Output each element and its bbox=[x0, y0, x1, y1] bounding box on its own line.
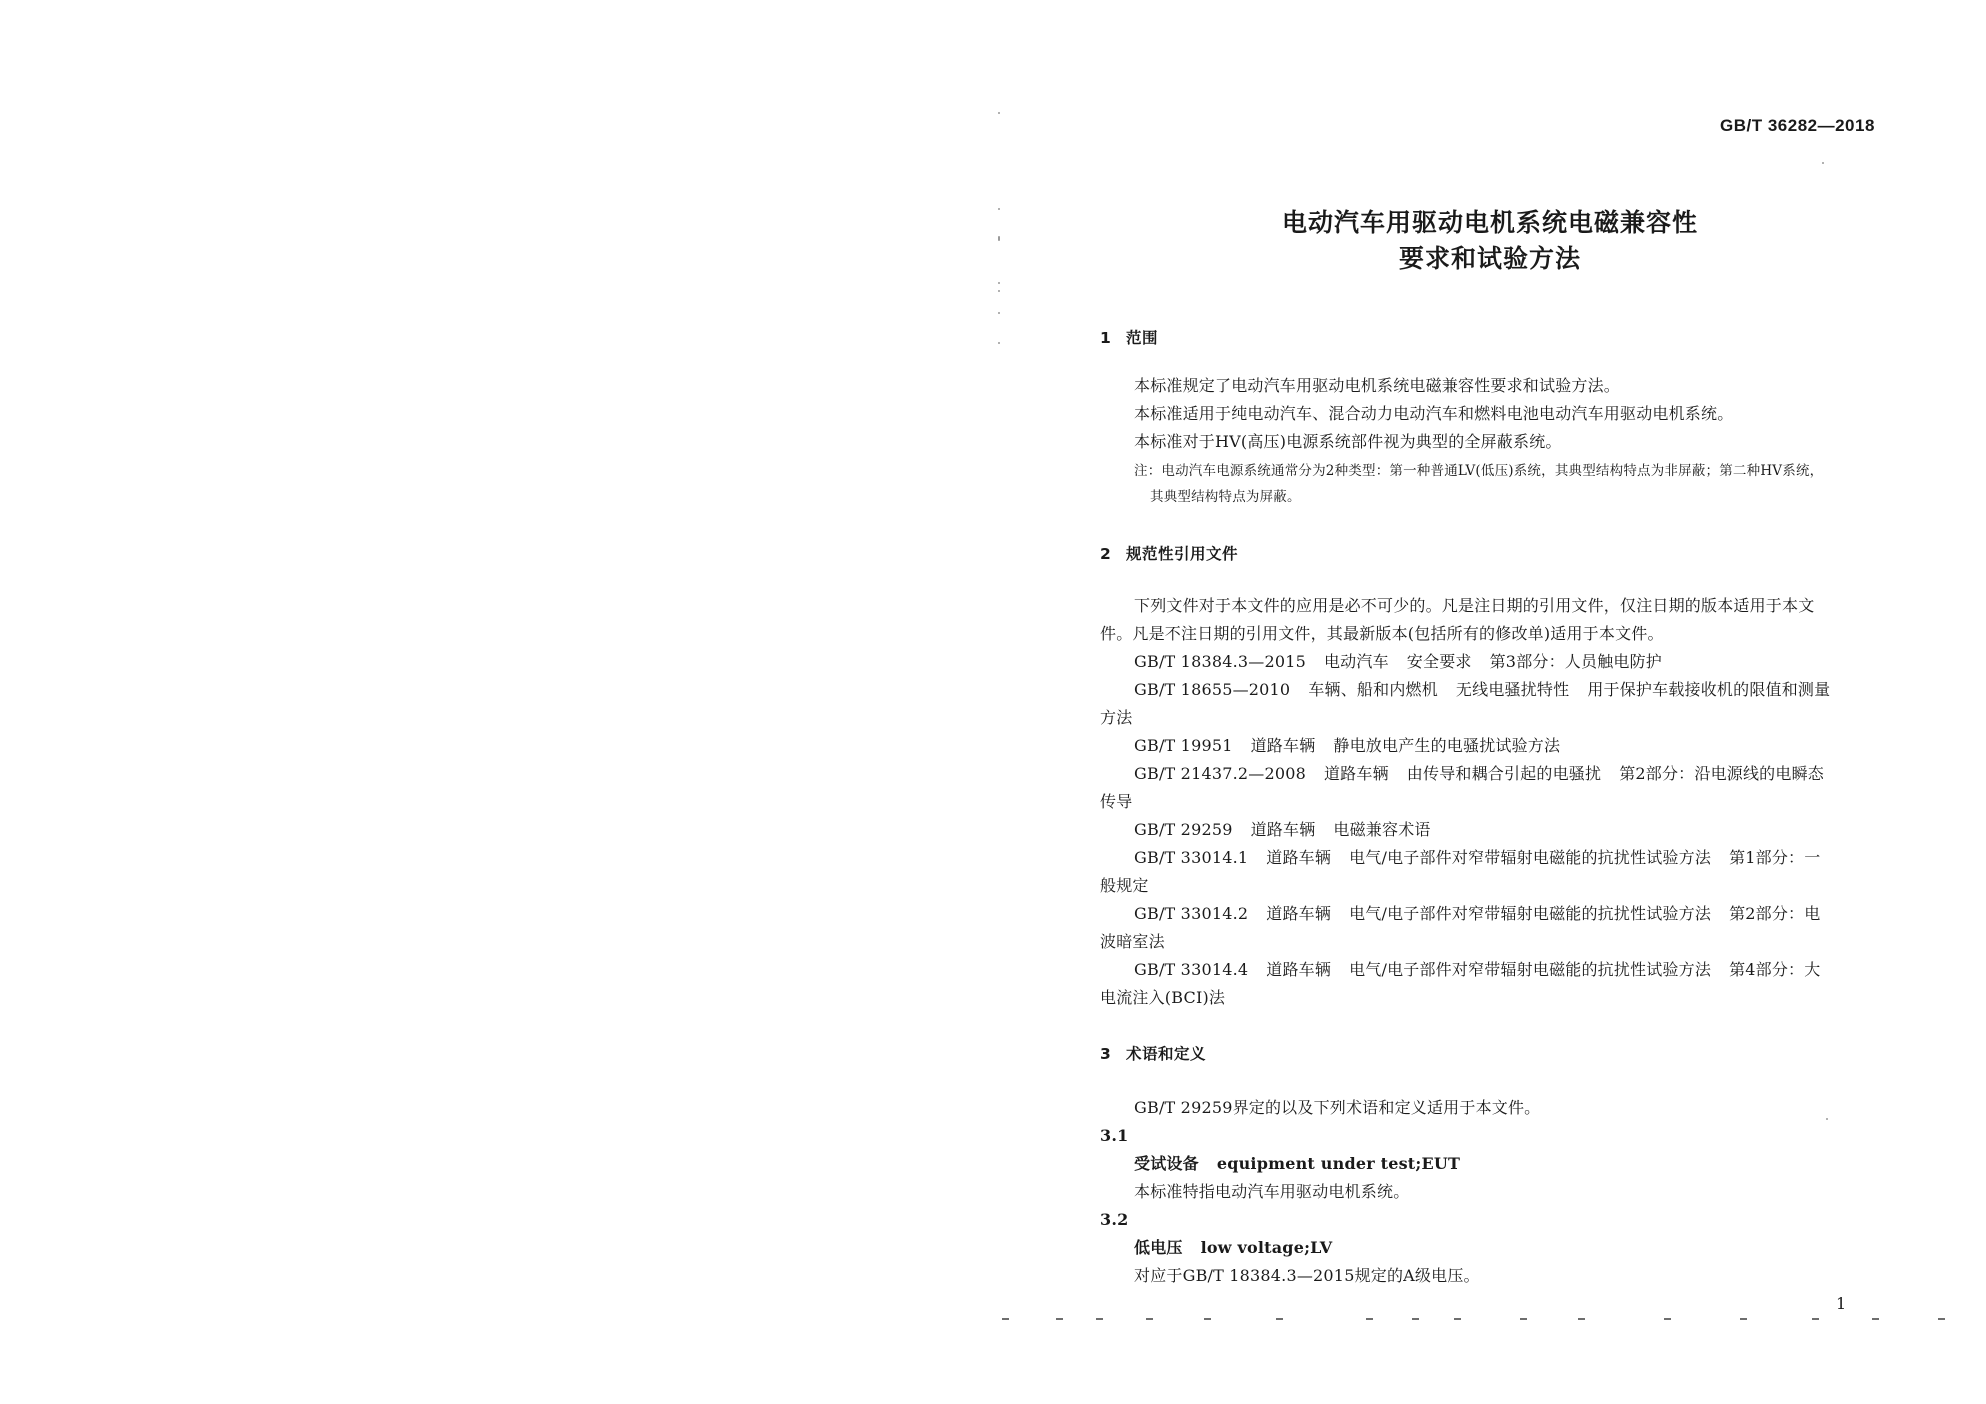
term-entry bbox=[1134, 1234, 1332, 1262]
scan-dash bbox=[1812, 1318, 1819, 1320]
reference-code: GB/T 19951 bbox=[1134, 736, 1233, 755]
reference-title-part: 第1部分：一 bbox=[1729, 848, 1821, 867]
scan-dash bbox=[1454, 1318, 1461, 1320]
term-entry bbox=[1134, 1150, 1460, 1178]
reference-title-part: 电气/电子部件对窄带辐射电磁能的抗扰性试验方法 bbox=[1349, 904, 1712, 923]
section-3-heading bbox=[1100, 1042, 1206, 1064]
scan-speck bbox=[998, 282, 1000, 284]
scan-speck bbox=[998, 290, 1000, 292]
scan-speck bbox=[998, 236, 1000, 241]
reference-title-part: 第2部分：沿电源线的电瞬态 bbox=[1619, 764, 1824, 783]
reference-code: GB/T 33014.2 bbox=[1134, 904, 1249, 923]
term-number: 3.2 bbox=[1100, 1210, 1129, 1229]
scan-dash bbox=[1412, 1318, 1419, 1320]
term-definition: 本标准特指电动汽车用驱动电机系统。 bbox=[1134, 1182, 1410, 1201]
reference-code: GB/T 33014.4 bbox=[1134, 960, 1249, 979]
reference-title-part: 道路车辆 bbox=[1266, 904, 1332, 923]
references-intro: 下列文件对于本文件的应用是必不可少的。凡是注日期的引用文件，仅注日期的版本适用于本文 bbox=[1134, 596, 1815, 615]
reference-continuation: 方法 bbox=[1100, 708, 1133, 727]
scan-dash bbox=[1520, 1318, 1527, 1320]
section-number: 3 bbox=[1100, 1045, 1112, 1063]
scan-dash bbox=[1578, 1318, 1585, 1320]
scan-dash bbox=[1938, 1318, 1945, 1320]
reference-code: GB/T 21437.2—2008 bbox=[1134, 764, 1306, 783]
reference-title-part: 车辆、船和内燃机 bbox=[1308, 680, 1438, 699]
scan-speck bbox=[1822, 162, 1824, 164]
reference-title-part: 无线电骚扰特性 bbox=[1455, 680, 1570, 699]
scan-dash bbox=[1366, 1318, 1373, 1320]
document-title-line2: 要求和试验方法 bbox=[1398, 244, 1581, 273]
scan-dash bbox=[1276, 1318, 1283, 1320]
scope-paragraph: 本标准适用于纯电动汽车、混合动力电动汽车和燃料电池电动汽车用驱动电机系统。 bbox=[1134, 404, 1734, 423]
standard-code: GB/T 36282—2018 bbox=[1720, 116, 1875, 135]
reference-code: GB/T 29259 bbox=[1134, 820, 1233, 839]
reference-title-part: 第3部分：人员触电防护 bbox=[1489, 652, 1662, 671]
reference-title-part: 道路车辆 bbox=[1250, 736, 1316, 755]
scan-dash bbox=[1096, 1318, 1103, 1320]
section-number: 1 bbox=[1100, 329, 1112, 347]
reference-item bbox=[1134, 844, 1820, 872]
term-definition: 对应于GB/T 18384.3—2015规定的A级电压。 bbox=[1134, 1266, 1480, 1285]
term-chinese: 低电压 bbox=[1134, 1238, 1183, 1257]
reference-item bbox=[1134, 956, 1820, 984]
reference-item bbox=[1134, 676, 1830, 704]
reference-code: GB/T 18655—2010 bbox=[1134, 680, 1291, 699]
reference-title-part: 电磁兼容术语 bbox=[1333, 820, 1431, 839]
scope-note-continuation: 其典型结构特点为屏蔽。 bbox=[1150, 489, 1301, 505]
reference-continuation: 传导 bbox=[1100, 792, 1133, 811]
reference-title-part: 用于保护车载接收机的限值和测量 bbox=[1587, 680, 1831, 699]
section-1-heading bbox=[1100, 326, 1158, 348]
scan-dash bbox=[1740, 1318, 1747, 1320]
terms-intro: GB/T 29259界定的以及下列术语和定义适用于本文件。 bbox=[1134, 1098, 1541, 1117]
scope-paragraph: 本标准对于HV(高压)电源系统部件视为典型的全屏蔽系统。 bbox=[1134, 432, 1562, 451]
scan-speck bbox=[998, 312, 1000, 314]
term-chinese: 受试设备 bbox=[1134, 1154, 1199, 1173]
scan-dash bbox=[1002, 1318, 1009, 1320]
reference-item bbox=[1134, 900, 1820, 928]
reference-title-part: 第2部分：电 bbox=[1729, 904, 1821, 923]
reference-code: GB/T 18384.3—2015 bbox=[1134, 652, 1306, 671]
reference-title-part: 道路车辆 bbox=[1266, 848, 1332, 867]
reference-title-part: 道路车辆 bbox=[1266, 960, 1332, 979]
scan-dash bbox=[1872, 1318, 1879, 1320]
reference-title-part: 电动汽车 bbox=[1323, 652, 1389, 671]
scan-speck bbox=[998, 342, 1000, 344]
reference-title-part: 道路车辆 bbox=[1250, 820, 1316, 839]
reference-item bbox=[1134, 816, 1431, 844]
reference-title-part: 道路车辆 bbox=[1323, 764, 1389, 783]
section-number: 2 bbox=[1100, 545, 1112, 563]
reference-item bbox=[1134, 648, 1662, 676]
scan-dash bbox=[1056, 1318, 1063, 1320]
term-number: 3.1 bbox=[1100, 1126, 1129, 1145]
references-intro-continuation: 件。凡是不注日期的引用文件，其最新版本(包括所有的修改单)适用于本文件。 bbox=[1100, 624, 1664, 643]
reference-item bbox=[1134, 732, 1560, 760]
reference-title-part: 电气/电子部件对窄带辐射电磁能的抗扰性试验方法 bbox=[1349, 848, 1712, 867]
reference-code: GB/T 33014.1 bbox=[1134, 848, 1249, 867]
reference-title-part: 电气/电子部件对窄带辐射电磁能的抗扰性试验方法 bbox=[1349, 960, 1712, 979]
section-title: 范围 bbox=[1126, 329, 1159, 347]
scan-dash bbox=[1204, 1318, 1211, 1320]
document-title-line1: 电动汽车用驱动电机系统电磁兼容性 bbox=[1281, 208, 1698, 237]
scan-speck bbox=[1826, 1118, 1828, 1120]
reference-item bbox=[1134, 760, 1824, 788]
reference-title-part: 由传导和耦合引起的电骚扰 bbox=[1406, 764, 1602, 783]
scan-speck bbox=[998, 208, 1000, 210]
term-english: equipment under test;EUT bbox=[1216, 1154, 1461, 1173]
reference-title-part: 静电放电产生的电骚扰试验方法 bbox=[1333, 736, 1561, 755]
scope-note: 注：电动汽车电源系统通常分为2种类型：第一种普通LV(低压)系统，其典型结构特点为非屏蔽；第二种HV系统， bbox=[1134, 463, 1824, 479]
scan-dash bbox=[1664, 1318, 1671, 1320]
section-title: 术语和定义 bbox=[1126, 1045, 1207, 1063]
reference-continuation: 电流注入(BCI)法 bbox=[1100, 988, 1226, 1007]
reference-title-part: 第4部分：大 bbox=[1729, 960, 1821, 979]
section-title: 规范性引用文件 bbox=[1126, 545, 1239, 563]
reference-continuation: 波暗室法 bbox=[1100, 932, 1165, 951]
reference-continuation: 般规定 bbox=[1100, 876, 1149, 895]
scope-paragraph: 本标准规定了电动汽车用驱动电机系统电磁兼容性要求和试验方法。 bbox=[1134, 376, 1621, 395]
scan-dash bbox=[1146, 1318, 1153, 1320]
reference-title-part: 安全要求 bbox=[1406, 652, 1472, 671]
section-2-heading bbox=[1100, 542, 1238, 564]
term-english: low voltage;LV bbox=[1200, 1238, 1333, 1257]
page-number: 1 bbox=[1836, 1294, 1847, 1313]
scan-speck bbox=[998, 112, 1000, 114]
